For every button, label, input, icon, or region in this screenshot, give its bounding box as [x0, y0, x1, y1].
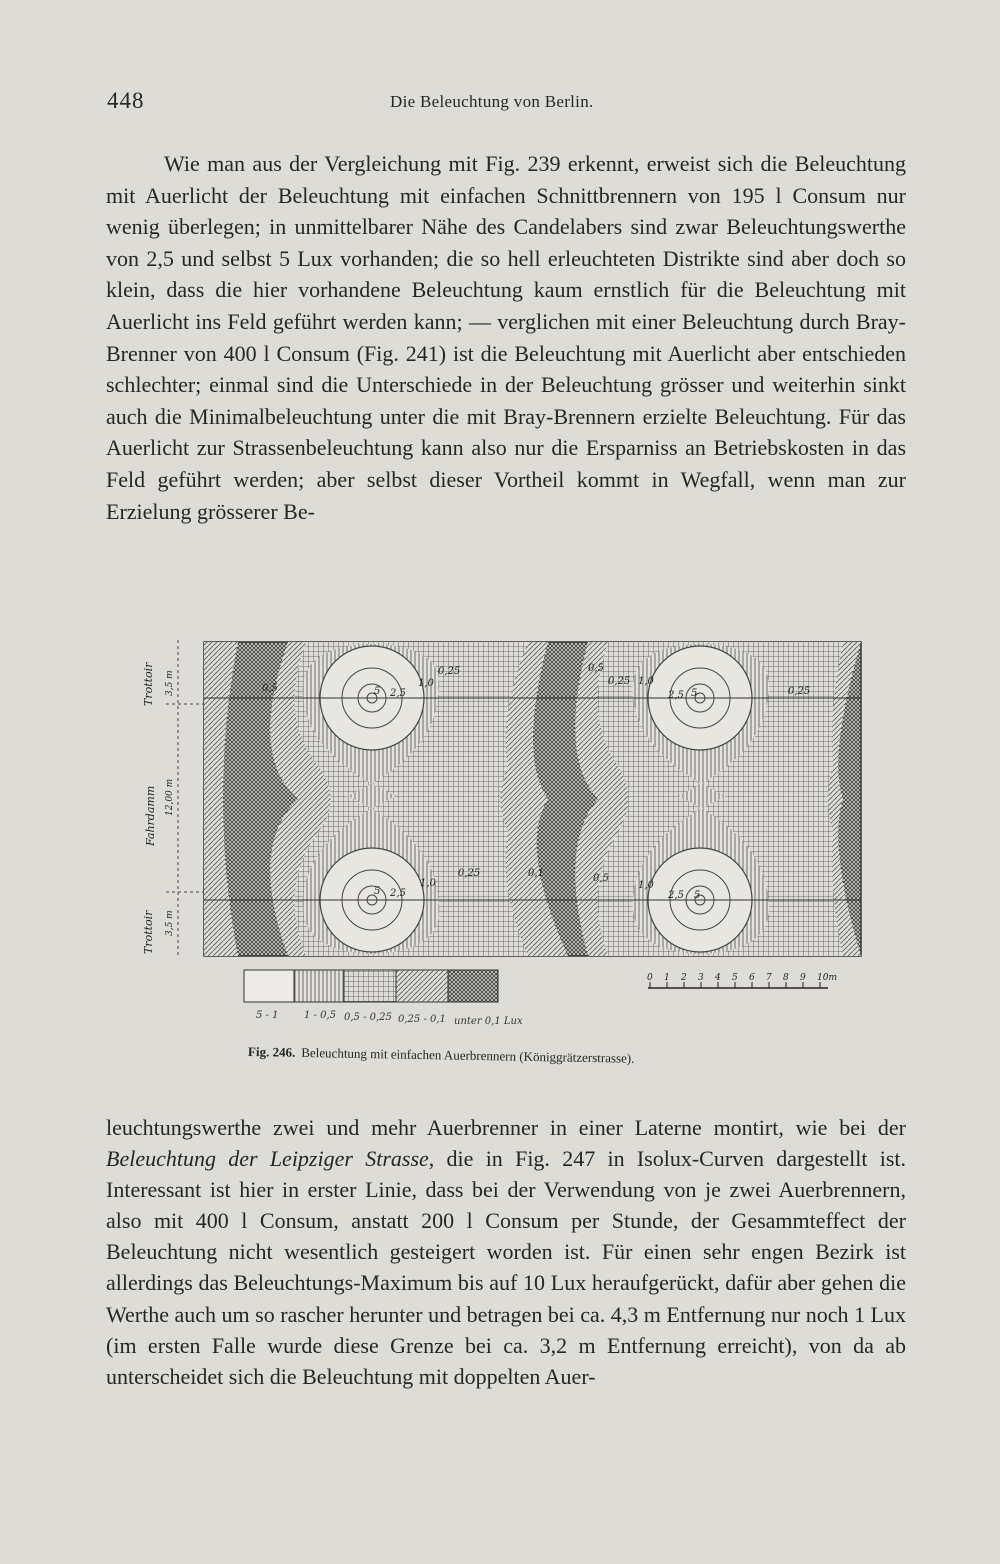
- legend-label: 0,5 - 0,25: [344, 1012, 392, 1023]
- legend-swatch-unter-01: [448, 970, 498, 1002]
- label-trottoir-top: Trottoir: [142, 662, 155, 706]
- legend-swatch-025-01: [396, 970, 448, 1002]
- label-fahrdamm: Fahrdamm: [144, 785, 157, 846]
- contour-label: 0,25: [458, 868, 481, 879]
- legend-label: 0,25 - 0,1: [398, 1014, 446, 1025]
- contour-label: 0,25: [608, 676, 631, 687]
- page-number: 448: [107, 88, 145, 113]
- running-header: [107, 88, 907, 118]
- running-title: Die Beleuchtung von Berlin.: [390, 92, 594, 111]
- legend-swatch-1-05: [294, 970, 344, 1002]
- scale-tick: 2: [681, 973, 687, 983]
- contour-label: 5: [691, 688, 698, 699]
- paragraph-2-part-1: leuchtungswerthe zwei und mehr Auerbrenner in einer Laterne montirt, wie bei der: [106, 1115, 906, 1140]
- figure-caption: [248, 1044, 768, 1069]
- dim-trottoir-bottom: 3,5 m: [165, 910, 175, 936]
- contour-label: 1,0: [638, 880, 654, 891]
- contour-label: 2,5: [390, 888, 406, 899]
- figure-caption-text: Beleuchtung mit einfachen Auerbrennern (Königgrätzerstrasse).: [301, 1044, 635, 1066]
- scale-tick: 7: [766, 973, 772, 983]
- legend-label: 5 - 1: [256, 1010, 279, 1021]
- figure-number: Fig. 246.: [247, 1044, 296, 1060]
- contour-label: 1,0: [418, 678, 434, 689]
- legend-label: unter 0,1 Lux: [454, 1016, 523, 1027]
- paragraph-2-part-2: , die in Fig. 247 in Isolux-Curven dargestellt ist. Interessant ist hier in erster Linie, dass bei der Verwendung von je zwei Auerbrennern, also mit 400 l Consum, anstatt 200 l Consum per Stunde, der Gesammteffect der Beleuchtung nicht wesentlich gesteigert worden ist. Für einen sehr engen Bezirk ist allerdings das Beleuchtungs-Maximum bis auf 10 Lux heraufgerückt, dafür aber gehen die Werthe auch um so rascher herunter und betragen bei ca. 4,3 m Entfernung nur noch 1 Lux (im ersten Falle wurde diese Grenze bei ca. 3,2 m Entfernung erreicht), von da ab unterscheidet sich die Beleuchtung mit doppelten Auer-: [106, 1146, 906, 1389]
- isolux-diagram: [138, 636, 868, 1036]
- scale-tick: 4: [715, 973, 721, 983]
- contour-label: 0,5: [588, 663, 604, 674]
- contour-label: 0,5: [262, 683, 278, 694]
- contour-label: 0,1: [528, 868, 544, 879]
- contour-label: 0,25: [438, 666, 461, 677]
- contour-label: 0,25: [788, 686, 811, 697]
- contour-label: 5: [374, 686, 381, 697]
- contour-label: 2,5: [668, 690, 684, 701]
- dim-trottoir-top: 3,5 m: [165, 670, 175, 696]
- contour-label: 5: [694, 890, 701, 901]
- contour-label: 1,0: [420, 878, 436, 889]
- contour-label: 2,5: [390, 688, 406, 699]
- scale-tick: 10m: [817, 973, 837, 983]
- paragraph-1: Wie man aus der Vergleichung mit Fig. 239 erkennt, erweist sich die Beleuchtung mit Auerlicht der Beleuchtung mit einfachen Schnittbrennern von 195 l Consum nur wenig überlegen; in unmittelbarer Nähe des Candelabers sind zwar Beleuchtungswerthe von 2,5 und selbst 5 Lux vorhanden; die so hell erleuchteten Distrikte sind aber doch so klein, dass die hier vorhandene Beleuchtung kaum ernstlich für die Beleuchtung mit Auerlicht ins Feld geführt werden kann; — verglichen mit einer Beleuchtung durch Bray-Brenner von 400 l Consum (Fig. 241) ist die Beleuchtung mit Auerlicht aber entschieden schlechter; einmal sind die Unterschiede in der Beleuchtung grösser und weiterhin sinkt auch die Minimalbeleuchtung unter die mit Bray-Brennern erzielte Beleuchtung. Für das Auerlicht zur Strassenbeleuchtung kann also nur die Ersparniss an Betriebskosten in das Feld geführt werden; aber selbst dieser Vortheil kommt in Wegfall, wenn man zur Erzielung grösserer Be-: [106, 151, 906, 524]
- dim-fahrdamm: 12,00 m: [165, 778, 175, 816]
- scale-tick: 5: [732, 973, 738, 983]
- scale-tick: 6: [749, 973, 755, 983]
- paragraph-2-emphasis: Beleuchtung der Leipziger Strasse: [106, 1146, 429, 1172]
- legend-label: 1 - 0,5: [304, 1010, 337, 1021]
- paragraph-2: [106, 1112, 906, 1392]
- scale-tick: 0: [647, 973, 653, 983]
- contour-label: 2,5: [668, 890, 684, 901]
- scale-tick: 1: [664, 973, 670, 983]
- scale-tick: 8: [783, 973, 789, 983]
- scale-tick: 9: [800, 973, 806, 983]
- scale-bar: [647, 973, 837, 988]
- contour-label: 0,5: [593, 873, 609, 884]
- contour-label: 1,0: [638, 676, 654, 687]
- contour-label: 5: [374, 886, 381, 897]
- isolux-figure: [138, 636, 868, 1036]
- scale-tick: 3: [698, 973, 704, 983]
- legend-swatch-05-025: [344, 970, 396, 1002]
- label-trottoir-bottom: Trottoir: [142, 910, 155, 954]
- legend-swatch-5-1: [244, 970, 294, 1002]
